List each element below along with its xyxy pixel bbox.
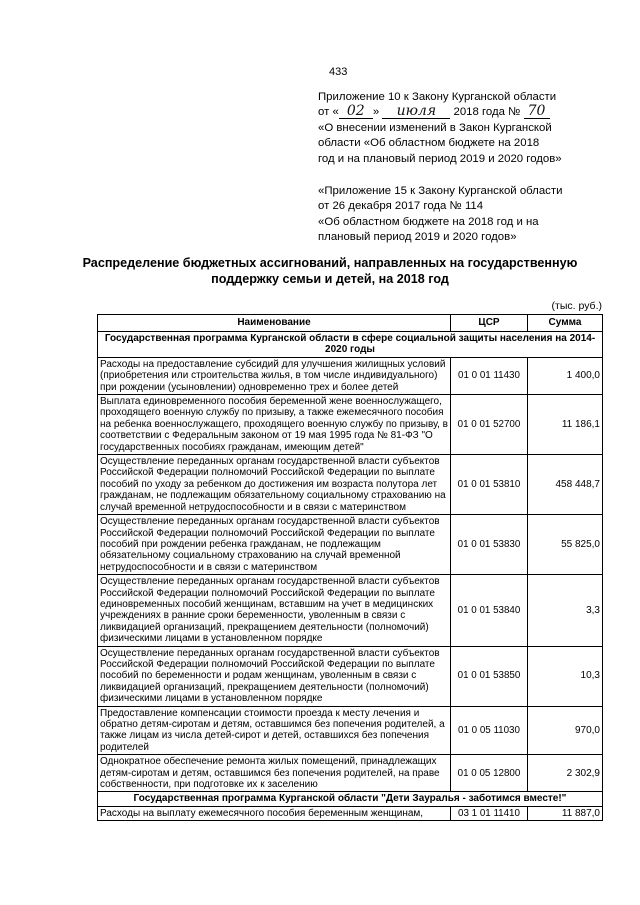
row-code: 01 0 01 53850 [451,646,528,706]
program-row [98,332,603,358]
table-header-row [98,315,603,332]
table-row [98,755,603,792]
appendix-original [318,184,618,246]
table-row [98,357,603,394]
row-sum: 3,3 [528,575,603,646]
row-sum: 10,3 [528,646,603,706]
appendix-original-line2: от 26 декабря 2017 года № 114 [318,200,484,213]
appendix-current-date-line [318,105,618,120]
table-row [98,575,603,646]
header-name: Наименование [98,315,451,332]
table-row [98,646,603,706]
row-code: 03 1 01 11410 [451,806,528,820]
row-sum: 2 302,9 [528,755,603,792]
table-row [98,515,603,575]
appendix-current-line4: области «Об областном бюджете на 2018 [318,137,540,150]
row-sum: 55 825,0 [528,515,603,575]
row-name: Предоставление компенсации стоимости проезда к месту лечения и обратно детям-сиротам и детям, оставшимся без попечения родителей, а также лицам из числа детей-сирот и детей, оставшихся без попечения родителей [98,706,451,755]
budget-table [97,314,603,821]
page-number: 433 [329,66,348,78]
table-row [98,395,603,455]
appendix-current [318,90,618,167]
header-code: ЦСР [451,315,528,332]
row-name: Осуществление переданных органам государственной власти субъектов Российской Федерации полномочий Российской Федерации по выплате пособий по уходу за ребенком до достижения им возраста полутора лет гражданам, не подлежащим обязательному социальному страхованию на случай временной нетрудоспособности и в связи с материнством [98,455,451,515]
table-row [98,806,603,820]
program-title: Государственная программа Курганской области "Дети Зауралья - заботимся вместе!" [98,792,603,806]
row-code: 01 0 01 53830 [451,515,528,575]
row-name: Однократное обеспечение ремонта жилых помещений, принадлежащих детям-сиротам и детям, оставшимся без попечения родителей, на праве собственности, при подготовке их к заселению [98,755,451,792]
appendix-original-line3: «Об областном бюджете на 2018 год и на [318,215,539,228]
year-text: 2018 года № [453,106,521,119]
row-sum: 458 448,7 [528,455,603,515]
row-code: 01 0 01 53840 [451,575,528,646]
row-sum: 11 186,1 [528,395,603,455]
row-code: 01 0 01 11430 [451,357,528,394]
program-title: Государственная программа Курганской области в сфере социальной защиты населения на 2014-2020 годы [98,332,603,358]
table-row [98,455,603,515]
appendix-original-line1: «Приложение 15 к Закону Курганской области [318,185,563,197]
handwritten-month: июля [382,105,450,119]
appendix-current-line3: «О внесении изменений в Закон Курганской [318,121,552,134]
program-row [98,792,603,806]
units-label: (тыс. руб.) [551,300,602,312]
date-prefix: от « [318,106,339,119]
table-row [98,706,603,755]
appendix-current-title: Приложение 10 к Закону Курганской области [318,91,557,103]
row-code: 01 0 01 52700 [451,395,528,455]
row-name: Осуществление переданных органам государственной власти субъектов Российской Федерации полномочий Российской Федерации по выплате пособий по беременности и родам женщинам, уволенным в связи с ликвидацией организаций, прекращением деятельности (полномочий) физическими лицами в установленном порядке [98,646,451,706]
header-sum: Сумма [528,315,603,332]
row-code: 01 0 01 53810 [451,455,528,515]
row-name: Осуществление переданных органам государственной власти субъектов Российской Федерации полномочий Российской Федерации по выплате единовременных пособий женщинам, вставшим на учет в медицинских учреждениях в ранние сроки беременности, уволенным в связи с ликвидацией организаций, прекращением деятельности (полномочий) физическими лицами в установленном порядке [98,575,451,646]
handwritten-number: 70 [524,105,550,119]
row-code: 01 0 05 11030 [451,706,528,755]
row-sum: 1 400,0 [528,357,603,394]
appendix-current-line5: год и на плановый период 2019 и 2020 годов» [318,152,562,165]
row-name: Выплата единовременного пособия беременной жене военнослужащего, проходящего военную службу по призыву, а также ежемесячного пособия на ребенка военнослужащего, проходящего военную службу по призыву, в соответствии с Федеральным законом от 19 мая 1995 года № 81-ФЗ "О государственных пособиях гражданам, имеющим детей" [98,395,451,455]
row-name: Расходы на выплату ежемесячного пособия беременным женщинам, [98,806,451,820]
handwritten-day: 02 [339,105,373,119]
row-name: Осуществление переданных органам государственной власти субъектов Российской Федерации полномочий Российской Федерации по выплате пособий при рождении ребенка гражданам, не подлежащим обязательному социальному страхованию на случай временной нетрудоспособности и в связи с материнством [98,515,451,575]
row-sum: 970,0 [528,706,603,755]
document-title: Распределение бюджетных ассигнований, направленных на государственную поддержку семьи и детей, на 2018 год [82,256,578,286]
date-mid: » [372,106,380,119]
row-code: 01 0 05 12800 [451,755,528,792]
row-name: Расходы на предоставление субсидий для улучшения жилищных условий (приобретения или строительства жилья, в том числе индивидуального) при рождении (усыновлении) одновременно трех и более детей [98,357,451,394]
appendix-original-line4: плановый период 2019 и 2020 годов» [318,231,517,244]
row-sum: 11 887,0 [528,806,603,820]
